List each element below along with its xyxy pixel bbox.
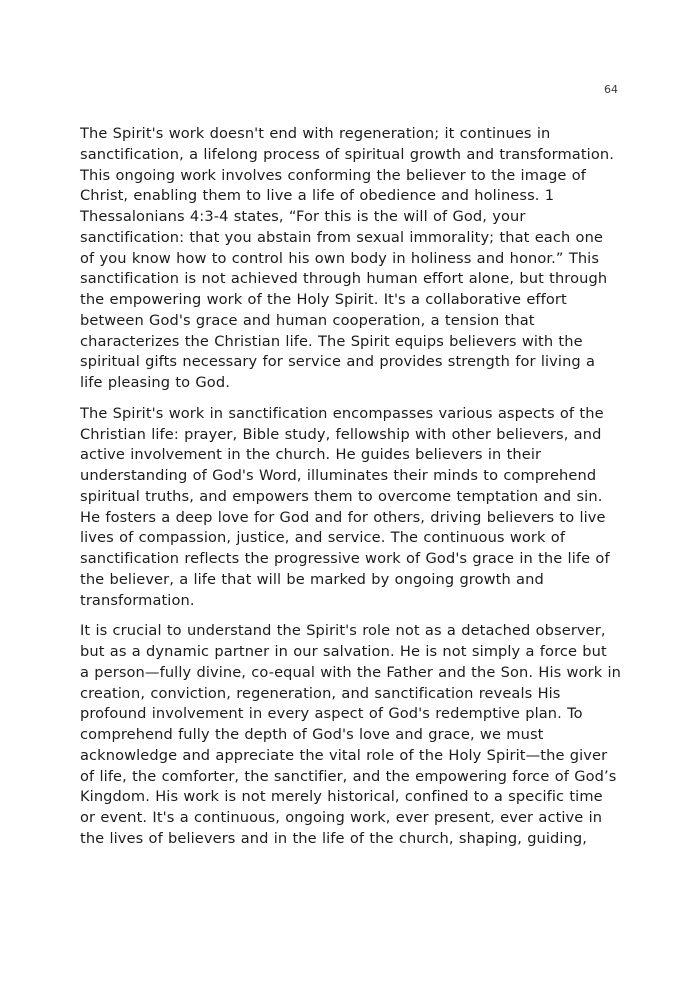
page-number: 64 xyxy=(604,83,618,96)
paragraph: It is crucial to understand the Spirit's role not as a detached observer, but as a dynamic partner in our salvation. He is not simply a force but a person—fully divine, co-equal with the Father and the Son. His work in creation, conviction, regeneration, and sanctification reveals His profound involvement in every aspect of God's redemptive plan. To comprehend fully the depth of God's love and grace, we must acknowledge and appreciate the vital role of the Holy Spirit—the giver of life, the comforter, the sanctifier, and the empowering force of God’s Kingdom. His work is not merely historical, confined to a specific time or event. It's a continuous, ongoing work, ever present, ever active in the lives of believers and in the life of the church, shaping, guiding, xyxy=(80,622,622,847)
page-content xyxy=(80,124,621,850)
paragraph: The Spirit's work in sanctification encompasses various aspects of the Christian life: prayer, Bible study, fellowship with other believers, and active involvement in the church. He guides believers in their understanding of God's Word, illuminates their minds to comprehend spiritual truths, and empowers them to overcome temptation and sin. He fosters a deep love for God and for others, driving believers to live lives of compassion, justice, and service. The continuous work of sanctification reflects the progressive work of God's grace in the life of the believer, a life that will be marked by ongoing growth and transformation. xyxy=(80,404,610,609)
paragraph: The Spirit's work doesn't end with regeneration; it continues in sanctification, a lifelong process of spiritual growth and transformation. This ongoing work involves conforming the believer to the image of Christ, enabling them to live a life of obedience and holiness. 1 Thessalonians 4:3-4 states, “For this is the will of God, your sanctification: that you abstain from sexual immorality; that each one of you know how to control his own body in holiness and honor.” This sanctification is not achieved through human effort alone, but through the empowering work of the Holy Spirit. It's a collaborative effort between God's grace and human cooperation, a tension that characterizes the Christian life. The Spirit equips believers with the spiritual gifts necessary for service and provides strength for living a life pleasing to God. xyxy=(80,125,614,391)
